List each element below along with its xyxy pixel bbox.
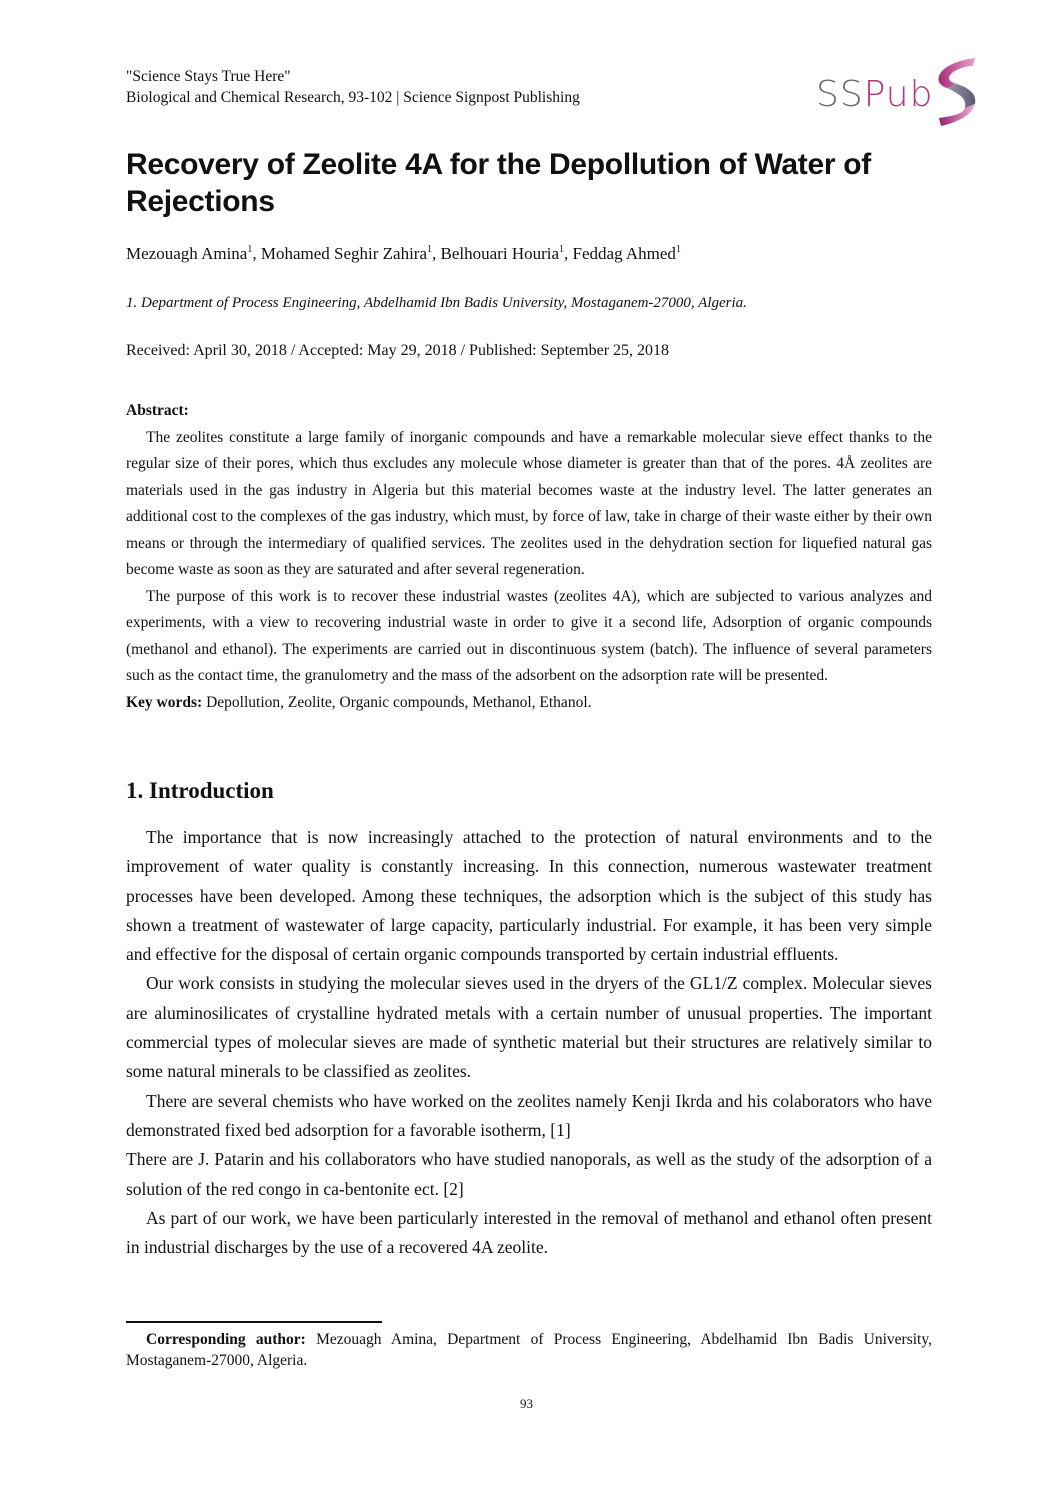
ss-ribbon-logo-icon: [929, 56, 981, 128]
abstract-label: Abstract:: [126, 402, 189, 419]
sspub-logo: [816, 56, 981, 128]
introduction-body: [126, 823, 932, 1262]
body-paragraph: As part of our work, we have been particularly interested in the removal of methanol and ethanol often present in industrial discharges by the use of a recovered 4A zeolite.: [126, 1207, 932, 1258]
logo-pub: Pub: [863, 74, 934, 115]
footnote-text: Mezouagh Amina, Department of Process Engineering, Abdelhamid Ibn Badis University, Mostaganem-27000, Algeria.: [126, 1331, 932, 1369]
running-header: [126, 66, 580, 108]
author-list: Mezouagh Amina$^1$, Mohamed Seghir Zahira$^1$, Belhouari Houria$^1$, Feddag Ahmed$^1$: [126, 244, 681, 263]
header-journal: Biological and Chemical Research, 93-102 | Science Signpost Publishing: [126, 89, 580, 106]
body-paragraph: Our work consists in studying the molecular sieves used in the dryers of the GL1/Z complex. Molecular sieves are aluminosilicates of crystalline hydrated metals with a certain number of unusual properties. The important commercial types of molecular sieves are made of synthetic material but their structures are relatively similar to some natural minerals to be classified as zeolites.: [126, 973, 932, 1082]
affiliation: 1. Department of Process Engineering, Abdelhamid Ibn Badis University, Mostaganem-27000, Algeria.: [126, 295, 747, 311]
abstract-paragraph: The purpose of this work is to recover these industrial wastes (zeolites 4A), which are subjected to various analyzes and experiments, with a view to recovering industrial waste in order to give it a second life, Adsorption of organic compounds (methanol and ethanol). The experiments are carried out in discontinuous system (batch). The influence of several parameters such as the contact time, the granulometry and the mass of the adsorbent on the adsorption rate will be presented.: [126, 587, 932, 684]
page-number: 93: [520, 1396, 533, 1411]
keywords-label: Key words:: [126, 693, 203, 711]
footnote-divider: [126, 1321, 382, 1323]
footnote-label: Corresponding author:: [146, 1331, 306, 1348]
abstract-paragraph: The zeolites constitute a large family of inorganic compounds and have a remarkable molecular sieve effect thanks to the regular size of their pores, which thus excludes any molecule whose diameter is greater than that of the pores. 4Å zeolites are materials used in the gas industry in Algeria but this material becomes waste at the industry level. The latter generates an additional cost to the complexes of the gas industry, which must, by force of law, take in charge of their waste either by their own means or through the intermediary of qualified services. The zeolites used in the dehydration section for liquefied natural gas become waste as soon as they are saturated and after several regeneration.: [126, 428, 932, 578]
footnote: [126, 1329, 932, 1371]
section-heading: 1. Introduction: [126, 778, 274, 803]
author: Mohamed Seghir Zahira$^1$: [260, 244, 433, 263]
logo-text: [816, 74, 933, 115]
body-paragraph: The importance that is now increasingly attached to the protection of natural environments and to the improvement of water quality is constantly increasing. In this connection, numerous wastewater treatment processes have been developed. Among these techniques, the adsorption which is the subject of this study has shown a treatment of wastewater of large capacity, particularly industrial. For example, it has been very simple and effective for the disposal of certain organic compounds transported by certain industrial effluents.: [126, 827, 932, 965]
body-paragraph: There are several chemists who have worked on the zeolites namely Kenji Ikrda and his colaborators who have demonstrated fixed bed adsorption for a favorable isotherm, [1]: [126, 1090, 932, 1140]
author: Feddag Ahmed$^1$: [572, 244, 681, 263]
body-paragraph: There are J. Patarin and his collaborators who have studied nanoporals, as well as the study of the adsorption of a solution of the red congo in ca-bentonite ect. [2]: [126, 1149, 932, 1199]
keywords-list: Depollution, Zeolite, Organic compounds, Methanol, Ethanol.: [206, 693, 592, 711]
publication-dates: Received: April 30, 2018 / Accepted: May 29, 2018 / Published: September 25, 2018: [126, 342, 670, 359]
keywords: [126, 690, 932, 717]
author: Mezouagh Amina$^1$: [126, 244, 253, 263]
logo-ss: SS: [816, 74, 864, 115]
paper-title: Recovery of Zeolite 4A for the Depollution of Water of Rejections: [126, 148, 871, 218]
abstract: [126, 398, 932, 716]
header-tagline: "Science Stays True Here": [126, 68, 291, 85]
author: Belhouari Houria$^1$: [440, 244, 565, 263]
